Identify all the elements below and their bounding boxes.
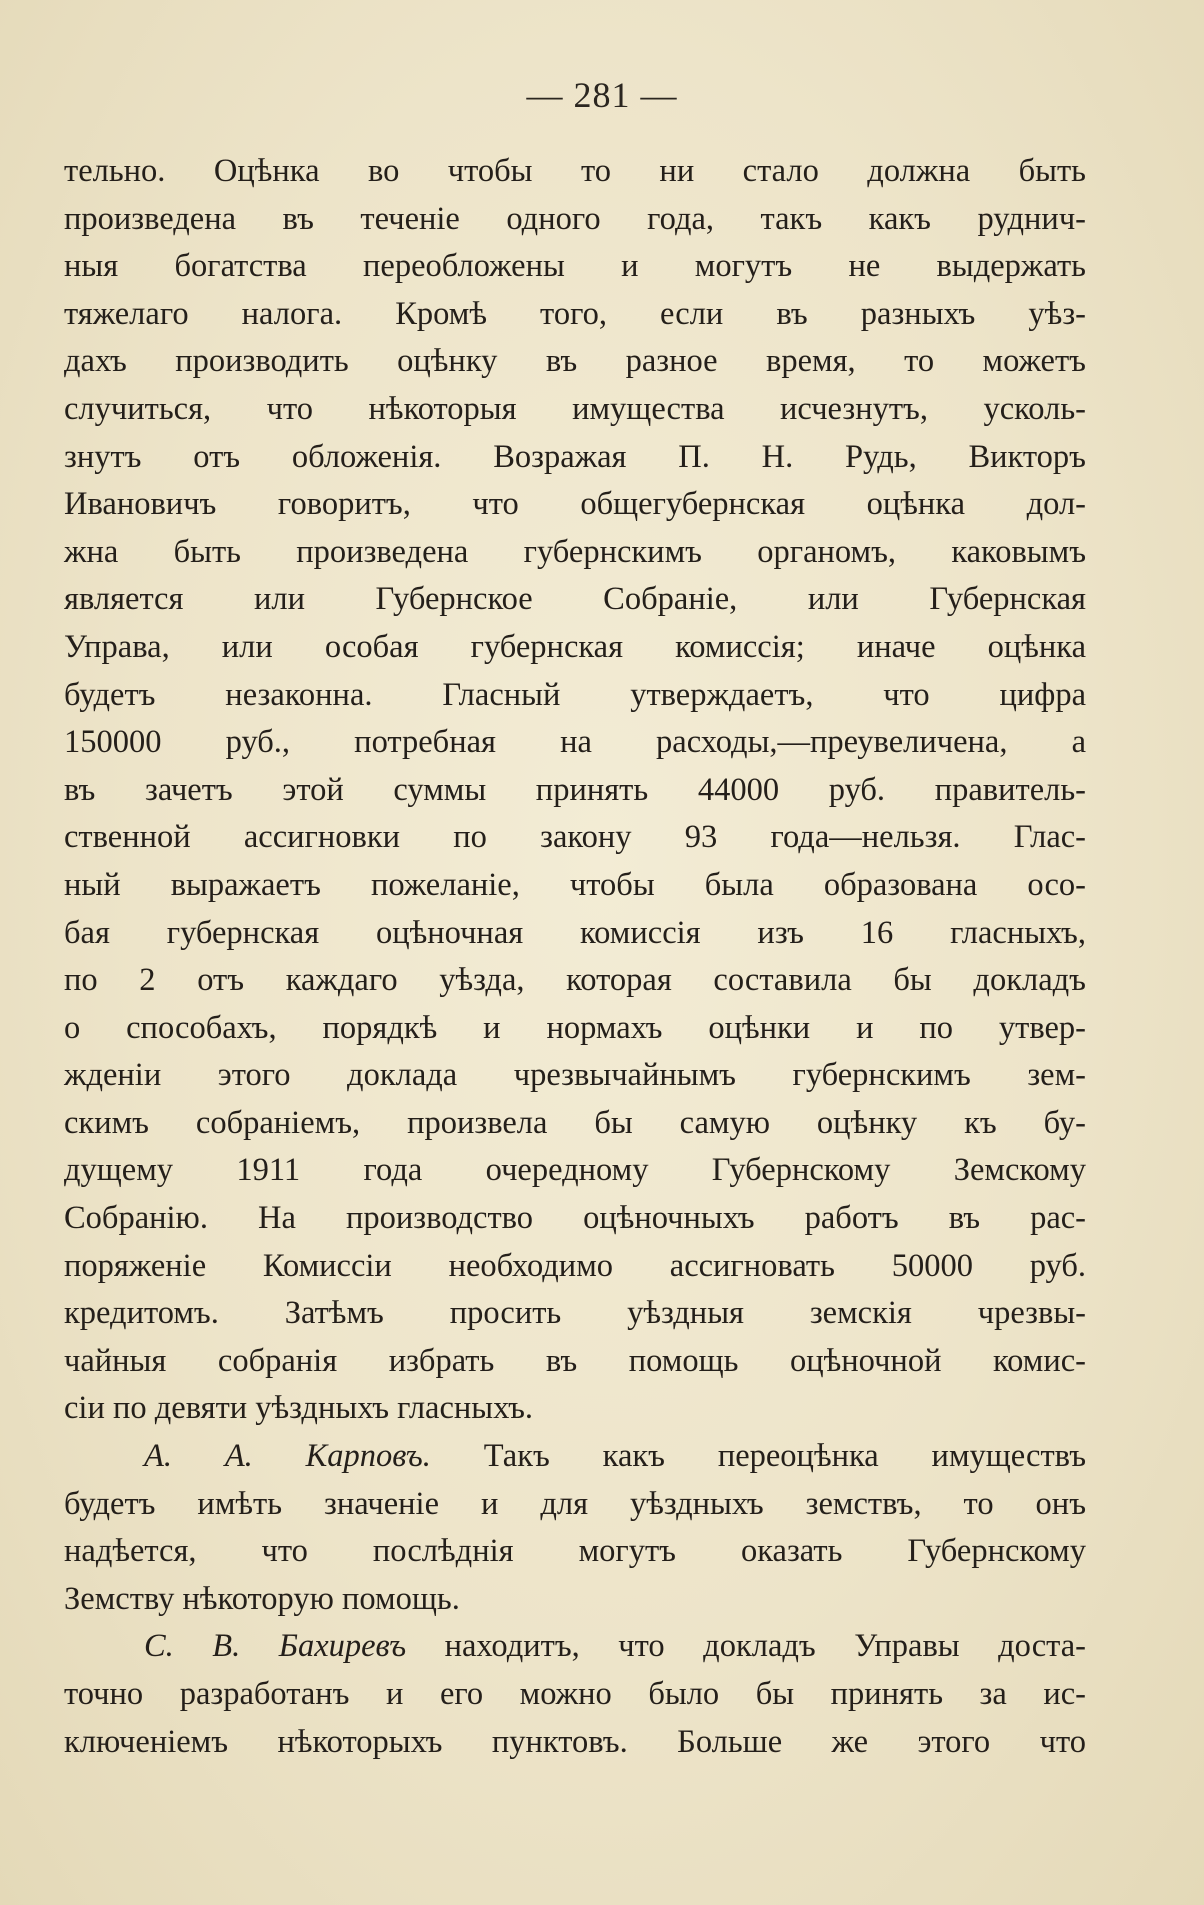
text-line: въ зачетъ этой суммы принять 44000 руб. правитель-	[64, 771, 1086, 808]
speech-line	[64, 1433, 1086, 1481]
text-line: жденіи этого доклада чрезвычайнымъ губернскимъ зем-	[64, 1057, 1086, 1094]
text-line: случиться, что нѣкоторыя имущества исчезнутъ, усколь-	[64, 390, 1086, 427]
text-line: дущему 1911 года очередному Губернскому Земскому	[64, 1152, 1086, 1189]
text-line: дахъ производить оцѣнку въ разное время, то можетъ	[64, 343, 1086, 380]
text-line: Ивановичъ говоритъ, что общегубернская оцѣнка дол-	[64, 486, 1086, 523]
text-line: является или Губернское Собраніе, или Губернская	[64, 581, 1086, 618]
text-line: сіи по девяти уѣздныхъ гласныхъ.	[64, 1390, 534, 1427]
text-line: тяжелаго налога. Кромѣ того, если въ разныхъ уѣз-	[64, 295, 1086, 332]
text-line: ныя богатства переобложены и могутъ не выдержать	[64, 248, 1086, 285]
speech-line	[64, 1623, 1086, 1671]
speech-text: Такъ какъ переоцѣнка имуществъ	[483, 1438, 1086, 1475]
text-line: Управа, или особая губернская комиссія; иначе оцѣнка	[64, 628, 1086, 665]
body-text	[64, 148, 1086, 1766]
text-line: Собранію. На производство оцѣночныхъ работъ въ рас-	[64, 1200, 1086, 1237]
text-line: 150000 руб., потребная на расходы,—преувеличена, а	[64, 724, 1086, 761]
text-line: чайныя собранія избрать въ помощь оцѣночной комис-	[64, 1342, 1086, 1379]
text-line: жна быть произведена губернскимъ органомъ, каковымъ	[64, 533, 1086, 570]
text-line: произведена въ теченіе одного года, такъ какъ руднич-	[64, 200, 1086, 237]
text-line: будетъ незаконна. Гласный утверждаетъ, что цифра	[64, 676, 1086, 713]
speaker-name: С. В. Бахиревъ	[144, 1628, 407, 1665]
text-line: надѣется, что послѣднія могутъ оказать Губернскому	[64, 1533, 1086, 1570]
text-line: Земству нѣкоторую помощь.	[64, 1580, 460, 1617]
text-line: кредитомъ. Затѣмъ просить уѣздныя земскія чрезвы-	[64, 1295, 1086, 1332]
text-line: бая губернская оцѣночная комиссія изъ 16 гласныхъ,	[64, 914, 1086, 951]
text-line: точно разработанъ и его можно было бы принять за ис-	[64, 1676, 1086, 1712]
text-line: скимъ собраніемъ, произвела бы самую оцѣнку къ бу-	[64, 1104, 1086, 1141]
text-line: по 2 отъ каждаго уѣзда, которая составила бы докладъ	[64, 962, 1086, 999]
text-line: ный выражаетъ пожеланіе, чтобы была образована осо-	[64, 866, 1086, 903]
text-line: будетъ имѣть значеніе и для уѣздныхъ земствъ, то онъ	[64, 1485, 1086, 1522]
text-line: о способахъ, порядкѣ и нормахъ оцѣнки и по утвер-	[64, 1009, 1086, 1046]
text-line: ственной ассигновки по закону 93 года—нельзя. Глас-	[64, 819, 1086, 856]
text-line: поряженіе Комиссіи необходимо ассигновать 50000 руб.	[64, 1247, 1086, 1284]
text-line: тельно. Оцѣнка во чтобы то ни стало должна быть	[64, 153, 1086, 189]
text-line: знутъ отъ обложенія. Возражая П. Н. Рудь, Викторъ	[64, 438, 1086, 475]
speech-text: находитъ, что докладъ Управы доста-	[444, 1628, 1086, 1665]
text-line: ключеніемъ нѣкоторыхъ пунктовъ. Больше же этого что	[64, 1723, 1086, 1760]
speaker-name: А. А. Карповъ.	[144, 1438, 431, 1475]
page-number: — 281 —	[526, 75, 678, 115]
